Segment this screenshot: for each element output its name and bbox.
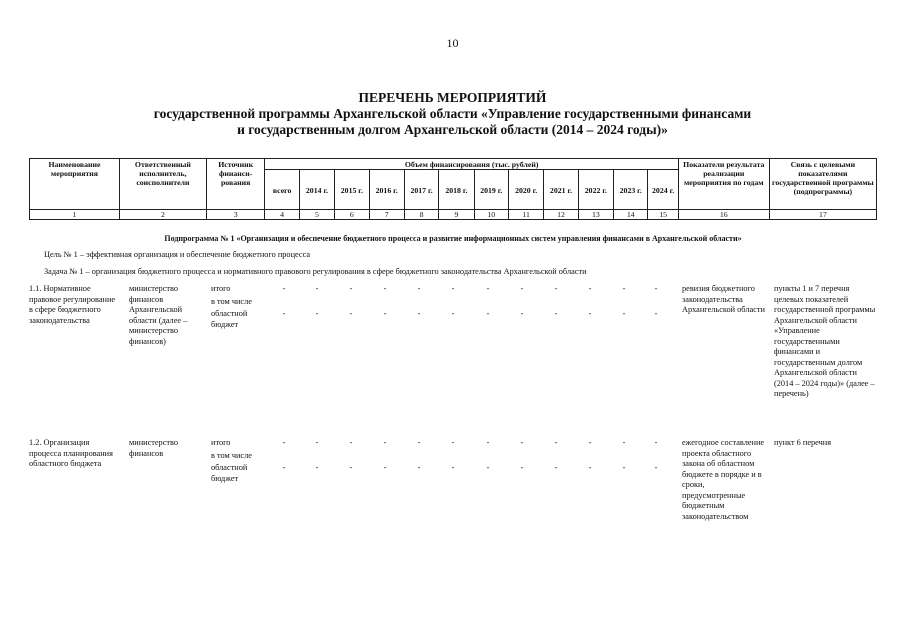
column-number: 8 [404, 210, 438, 220]
funding-dash: - [349, 438, 353, 447]
column-number: 14 [614, 210, 648, 220]
activity-link: пункты 1 и 7 перечня целевых показателей государственной программы Архангельской области «Управление государственными финансами и государственным долгом Архангельской области (2014 – 2024 годы)» (далее – перечень) [774, 284, 876, 398]
column-number: 11 [508, 210, 543, 220]
goal-text: Цель № 1 – эффективная организация и обеспечение бюджетного процесса [44, 250, 311, 259]
activity-indicator: ежегодное составление проекта областного закона об областном бюджете в порядке и в сроки, предусмотренные бюджетным законодательством [682, 438, 765, 521]
funding-dash: - [654, 438, 658, 447]
source-including: в том числе [211, 450, 252, 460]
funding-dash: - [451, 463, 455, 472]
funding-dash: - [486, 438, 490, 447]
header-year: 2015 г. [335, 170, 369, 210]
funding-dash: - [554, 284, 558, 293]
title-line-3: и государственным долгом Архангельской области (2014 – 2024 годы)» [237, 122, 668, 137]
funding-dash: - [486, 463, 490, 472]
funding-dash: - [520, 463, 524, 472]
document-title [0, 90, 905, 138]
activity-executor: министерство финансов Архангельской области (далее – министерство финансов) [129, 284, 188, 346]
header-indicators: Показатели результата реализации мероприятия по годам [678, 159, 769, 210]
header-year: 2024 г. [648, 170, 678, 210]
source-regional-budget: областной бюджет [211, 463, 248, 483]
activity-indicator: ревизия бюджетного законодательства Архангельской области [682, 284, 765, 314]
funding-dash: - [451, 284, 455, 293]
funding-dash: - [282, 309, 286, 318]
activity-name: 1.2. Организация процесса планирования областного бюджета [29, 438, 113, 468]
funding-dash: - [417, 438, 421, 447]
column-number: 16 [678, 210, 769, 220]
page-number: 10 [446, 36, 459, 50]
header-year: 2019 г. [474, 170, 508, 210]
header-executor: Ответственный исполнитель, соисполнители [119, 159, 206, 210]
column-number: 3 [206, 210, 265, 220]
funding-dash: - [520, 284, 524, 293]
header-year: 2017 г. [404, 170, 438, 210]
header-name: Наименование мероприятия [30, 159, 120, 210]
header-year: 2021 г. [544, 170, 578, 210]
funding-dash: - [588, 438, 592, 447]
funding-dash: - [349, 284, 353, 293]
header-funding: Объем финансирования (тыс. рублей) [265, 159, 678, 170]
source-including: в том числе [211, 296, 252, 306]
column-number: 13 [578, 210, 613, 220]
column-number: 5 [299, 210, 334, 220]
funding-dash: - [282, 284, 286, 293]
funding-dash: - [417, 284, 421, 293]
funding-dash: - [486, 284, 490, 293]
title-line-2: государственной программы Архангельской области «Управление государственными финансами [153, 106, 752, 121]
task-text: Задача № 1 – организация бюджетного процесса и нормативного правового регулирования в сфере бюджетного законодательства Архангельской области [44, 267, 587, 276]
activity-link: пункт 6 перечня [774, 438, 832, 447]
funding-dash: - [554, 463, 558, 472]
funding-dash: - [282, 438, 286, 447]
funding-dash: - [417, 309, 421, 318]
column-number: 2 [119, 210, 206, 220]
subprogram-heading: Подпрограмма № 1 «Организация и обеспечение бюджетного процесса и развитие информационных систем управления финансами в Архангельской области» [164, 234, 742, 243]
funding-dash: - [315, 438, 319, 447]
column-number: 1 [30, 210, 120, 220]
funding-dash: - [554, 438, 558, 447]
header-year: 2016 г. [369, 170, 404, 210]
header-year: 2020 г. [508, 170, 543, 210]
funding-dash: - [315, 284, 319, 293]
activity-name: 1.1. Нормативное правовое регулирование в сфере бюджетного законодательства [29, 284, 116, 325]
header-year: 2014 г. [299, 170, 334, 210]
funding-dash: - [315, 463, 319, 472]
funding-dash: - [622, 438, 626, 447]
funding-dash: - [349, 309, 353, 318]
funding-dash: - [588, 309, 592, 318]
funding-dash: - [554, 309, 558, 318]
funding-dash: - [349, 463, 353, 472]
table-header [29, 158, 877, 220]
column-number: 9 [439, 210, 474, 220]
header-year: 2022 г. [578, 170, 613, 210]
funding-dash: - [282, 463, 286, 472]
column-number: 4 [265, 210, 299, 220]
source-regional-budget: областной бюджет [211, 309, 248, 329]
header-link: Связь с целевыми показателями государственной программы (подпрограммы) [769, 159, 876, 210]
funding-dash: - [315, 309, 319, 318]
funding-dash: - [486, 309, 490, 318]
funding-dash: - [588, 463, 592, 472]
funding-dash: - [622, 284, 626, 293]
funding-dash: - [383, 309, 387, 318]
funding-dash: - [654, 284, 658, 293]
header-year: 2018 г. [439, 170, 474, 210]
source-total: итого [211, 438, 231, 447]
funding-dash: - [383, 438, 387, 447]
funding-dash: - [654, 309, 658, 318]
activity-executor: министерство финансов [129, 438, 179, 458]
title-line-1: ПЕРЕЧЕНЬ МЕРОПРИЯТИЙ [358, 90, 547, 105]
column-number: 10 [474, 210, 508, 220]
funding-dash: - [451, 309, 455, 318]
column-number: 15 [648, 210, 678, 220]
funding-dash: - [588, 284, 592, 293]
funding-dash: - [654, 463, 658, 472]
source-total: итого [211, 284, 231, 293]
column-number: 7 [369, 210, 404, 220]
funding-dash: - [622, 463, 626, 472]
funding-dash: - [520, 438, 524, 447]
header-total: всего [265, 170, 299, 210]
funding-dash: - [520, 309, 524, 318]
header-year: 2023 г. [614, 170, 648, 210]
funding-dash: - [417, 463, 421, 472]
column-number: 12 [544, 210, 578, 220]
column-number: 6 [335, 210, 369, 220]
funding-dash: - [383, 463, 387, 472]
funding-dash: - [622, 309, 626, 318]
funding-dash: - [383, 284, 387, 293]
column-number: 17 [769, 210, 876, 220]
funding-dash: - [451, 438, 455, 447]
header-source: Источник финанси-рования [206, 159, 265, 210]
